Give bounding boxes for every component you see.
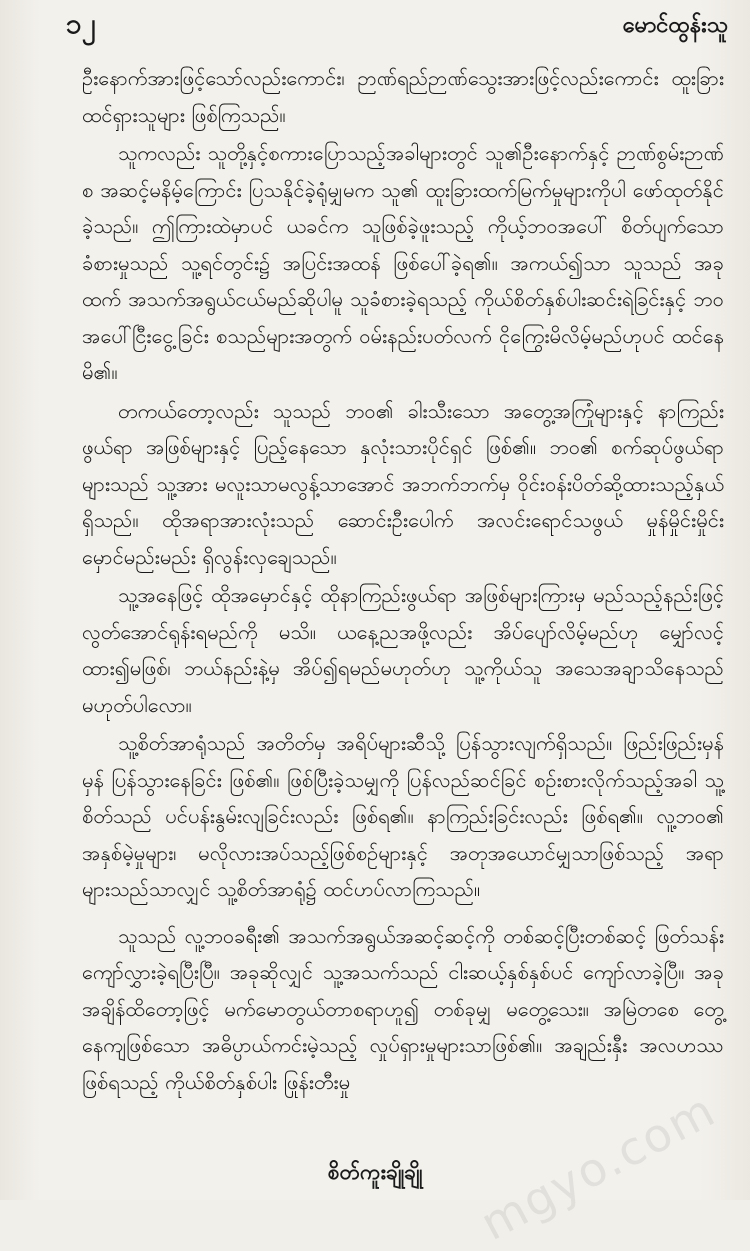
paragraph: သူသည် လူ့ဘဝခရီး၏ အသက်အရွယ်အဆင့်ဆင့်ကို တစ်ဆင့်ပြီးတစ်ဆင့် ဖြတ်သန်းကျော်လွှားခဲ့ရပြီးပြီ။ အခုဆိုလျှင် သူ့အသက်သည် ငါးဆယ့်နှစ်နှစ်ပင် ကျော်လာခဲ့ပြီ။ အခုအချိန်ထိတော့ဖြင့် မက်မောတွယ်တာစရာဟူ၍ တစ်ခုမျှ မတွေ့သေး။ အမြဲတစေ တွေ့နေကျဖြစ်သော အဓိပ္ပာယ်ကင်းမဲ့သည့် လှုပ်ရှားမှုများသာဖြစ်၏။ အချည်းနှီး အလဟဿဖြစ်ရသည့် ကိုယ်စိတ်နှစ်ပါး ဖြုန်းတီးမှု — [82, 923, 724, 1094]
paragraph: တကယ်တော့လည်း သူသည် ဘဝ၏ ခါးသီးသော အတွေ့အကြုံများနှင့် နာကြည်းဖွယ်ရာ အဖြစ်များနှင့် ပြည့်နေသော နှလုံးသားပိုင်ရှင် ဖြစ်၏။ ဘဝ၏ စက်ဆုပ်ဖွယ်ရာများသည် သူ့အား မလူးသာမလွန့်သာအောင် အဘက်ဘက်မှ ဝိုင်းဝန်းပိတ်ဆို့ထားသည့်နှယ် ရှိသည်။ ထိုအရာအားလုံးသည် ဆောင်းဦးပေါက် အလင်းရောင်သဖွယ် မှုန်မှိုင်းမှိုင်း မှောင်မည်းမည်း ရှိလွန်းလှချေသည်။ — [82, 398, 724, 569]
chapter-footer: စိတ်ကူးချိုချို — [327, 1160, 423, 1184]
watermark: mgyo.com — [471, 1082, 724, 1251]
paragraph-continued: ဦးနောက်အားဖြင့်သော်လည်းကောင်း၊ ဉာဏ်ရည်ဉာဏ်သွေးအားဖြင့်လည်းကောင်း ထူးခြားထင်ရှားသူများ ဖြစ်ကြသည်။ — [82, 66, 724, 127]
page-body — [82, 60, 724, 1120]
running-title: မောင်ထွန်းသူ — [622, 12, 728, 38]
paragraph: သူ့အနေဖြင့် ထိုအမှောင်နှင့် ထိုနာကြည်းဖွယ်ရာ အဖြစ်များကြားမှ မည်သည့်နည်းဖြင့် လွတ်အောင်ရုန်းရမည်ကို မသိ။ ယနေ့ညအဖို့လည်း အိပ်ပျော်လိမ့်မည်ဟု မျှော်လင့်ထား၍မဖြစ်၊ ဘယ်နည်းနဲ့မှ အိပ်၍ရမည်မဟုတ်ဟု သူ့ကိုယ်သူ အသေအချာသိနေသည် မဟုတ်ပါလော။ — [82, 583, 724, 717]
paragraph: သူကလည်း သူတို့နှင့်စကားပြောသည့်အခါများတွင် သူ၏ဦးနောက်နှင့် ဉာဏ်စွမ်းဉာဏ်စ အဆင့်မနိမ့်ကြောင်း ပြသနိုင်ခဲ့ရုံမျှမက သူ၏ ထူးခြားထက်မြက်မှုများကိုပါ ဖော်ထုတ်နိုင်ခဲ့သည်။ ဤကြားထဲမှာပင် ယခင်က သူဖြစ်ခဲ့ဖူးသည့် ကိုယ့်ဘဝအပေါ် စိတ်ပျက်သော ခံစားမှုသည် သူ့ရင်တွင်း၌ အပြင်းအထန် ဖြစ်ပေါ်ခဲ့ရ၏။ အကယ်၍သာ သူသည် အခုထက် အသက်အရွယ်ငယ်မည်ဆိုပါမူ သူခံစားခဲ့ရသည့် ကိုယ်စိတ်နှစ်ပါးဆင်းရဲခြင်းနှင့် ဘဝအပေါ်ငြီးငွေ့ခြင်း စသည်များအတွက် ဝမ်းနည်းပတ်လက် ငိုကြွေးမိလိမ့်မည်ဟုပင် ထင်နေမိ၏။ — [82, 141, 724, 384]
page-number: ၁၂ — [66, 7, 96, 40]
page-header — [66, 4, 728, 48]
paragraph: သူ့စိတ်အာရုံသည် အတိတ်မှ အရိပ်များဆီသို့ ပြန်သွားလျက်ရှိသည်။ ဖြည်းဖြည်းမှန်မှန် ပြန်သွားနေခြင်း ဖြစ်၏။ ဖြစ်ပြီးခဲ့သမျှကို ပြန်လည်ဆင်ခြင် စဉ်းစားလိုက်သည့်အခါ သူ့စိတ်သည် ပင်ပန်းနွမ်းလျခြင်းလည်း ဖြစ်ရ၏။ နာကြည်းခြင်းလည်း ဖြစ်ရ၏။ လူ့ဘဝ၏ အနှစ်မဲ့မှုများ၊ မလိုလားအပ်သည့်ဖြစ်စဉ်များနှင့် အတုအယောင်မျှသာဖြစ်သည့် အရာများသည်သာလျှင် သူ့စိတ်အာရုံ၌ ထင်ဟပ်လာကြသည်။ — [82, 731, 724, 901]
